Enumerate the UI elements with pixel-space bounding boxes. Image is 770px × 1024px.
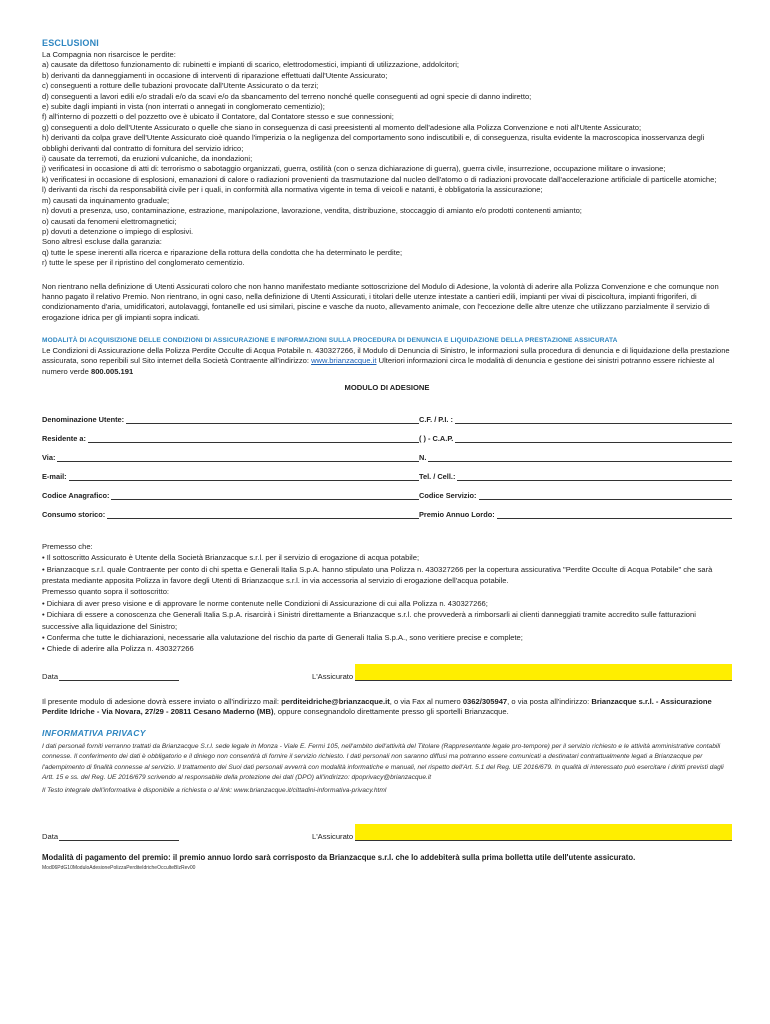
premesso-line: • Brianzacque s.r.l. quale Contraente per conto di chi spetta e Generali Italia S.p.A. hanno stipulato una Polizza n. 430327266 per la copertura assicurativa "Perdite Occulte di Acqua Potabile" che sarà prestata mediante apposita Polizza in favore degli Utenti di Brianzacque s.r.l. in via accessoria al servizio di erogazione dell'acqua potabile.	[42, 564, 713, 585]
send-fax: 0362/305947	[462, 696, 508, 706]
premesso-line: • Chiede di aderire alla Polizza n. 430327266	[42, 644, 194, 654]
privacy-section	[42, 728, 732, 797]
esclusioni-item: o) causati da fenomeni elettromagnetici;	[42, 216, 177, 226]
payment-terms: Modalità di pagamento del premio: il premio annuo lordo sarà corrisposto da Brianzacque s.r.l. che lo addebiterà sulla prima bolletta utile dell'utente assicurato.	[42, 852, 636, 862]
document-code: Mod06PdG10ModuloAdesionePolizzaPerditeIdricheOcculteBlzRev00	[42, 864, 196, 871]
assicurato-signature-field[interactable]	[355, 664, 732, 681]
brianzacque-website-link[interactable]: www.brianzacque.it	[311, 356, 377, 366]
esclusioni-item: g) conseguenti a dolo dell'Utente Assicurato o quelle che siano in conseguenza di casi preesistenti al momento dell'adesione alla Polizza Convenzione e noti all'Utente Assicurato;	[42, 122, 642, 132]
field-label: Consumo storico:	[42, 509, 106, 519]
premesso-line: • Conferma che tutte le dichiarazioni, necessarie alla valutazione del rischio da parte di Generali Italia S.p.A., sono veritiere precise e complete;	[42, 633, 523, 643]
premesso-line: • Dichiara di essere a conoscenza che Generali Italia S.p.A. risarcirà i Sinistri direttamente a Brianzacque s.r.l. che provvederà a rimborsarli ai clienti danneggiati tramite accredito sulle fatturazioni successive alla liquidazione del Sinistro;	[42, 610, 696, 631]
form-row	[42, 443, 732, 462]
assicurato-label: L'Assicurato	[312, 671, 354, 681]
esclusioni-item: m) causati da inquinamento graduale;	[42, 195, 170, 205]
esclusioni-item: i) causate da terremoti, da eruzioni vulcaniche, da inondazioni;	[42, 154, 253, 164]
data-label: Data	[42, 671, 59, 681]
via-field[interactable]	[57, 452, 419, 462]
toll-free-number: 800.005.191	[90, 366, 134, 376]
form-row	[42, 481, 732, 500]
send-text: , oppure consegnandolo direttamente presso gli sportelli Brianzacque.	[273, 707, 509, 717]
form-row	[42, 424, 732, 443]
denominazione-utente-field[interactable]	[126, 414, 419, 424]
document-page	[42, 38, 732, 871]
esclusioni-item: j) verificatesi in occasione di atti di: terrorismo o sabotaggio organizzati, guerra, ostilità (con o senza dichiarazione di guerra), guerra civile, insurrezione, occupazione militare o invasione;	[42, 164, 666, 174]
field-label: Denominazione Utente:	[42, 414, 125, 424]
privacy-note: Il Testo integrale dell'informativa è disponibile a richiesta o al link: www.brianzacque.it/cittadini-informativa-privacy.html	[42, 787, 387, 795]
esclusioni-section	[42, 38, 732, 323]
esclusioni-item: q) tutte le spese inerenti alla ricerca e riparazione della rottura della condotta che ha determinato le perdite;	[42, 247, 403, 257]
consumo-storico-field[interactable]	[107, 509, 419, 519]
premesso-line: • Dichiara di aver preso visione e di approvare le norme contenute nelle Condizioni di Assicurazione di cui alla Polizza n. 430327266;	[42, 598, 488, 608]
esclusioni-item: c) conseguenti a rotture delle tubazioni provocate dall'Utente Assicurato o da terzi;	[42, 81, 319, 91]
codice-anagrafico-field[interactable]	[111, 490, 419, 500]
esclusioni-item: a) causate da difettoso funzionamento di: rubinetti e impianti di scarico, elettrodomestici, impianti di utilizzazione, addolcitori;	[42, 60, 460, 70]
form-row	[42, 462, 732, 481]
esclusioni-item: p) dovuti a detenzione o impiego di esplosivi.	[42, 226, 194, 236]
field-label: Codice Servizio:	[419, 490, 477, 500]
non-rientrano-paragraph: Non rientrano nella definizione di Utenti Assicurati coloro che non hanno manifestato mediante sottoscrizione del Modulo di Adesione, la volontà di aderire alla Polizza Convenzione e che comunque non hanno pagato il relativo Premio. Non rientrano, in ogni caso, nella definizione di Utenti Assicurati, i titolari delle utenze intestate a cantieri edili, impianti per vivai di piscicoltura, impianti frigoriferi, di condizionamento d'aria, umidificatori, autolavaggi, fontanelle ed usi similari, piscine e vasche da nuoto, allevamento animale, con l'eccezione delle altre utenze che utilizzano parzialmente il servizio di erogazione idrica per gli impianti sopra indicati.	[42, 281, 719, 322]
field-label: Residente a:	[42, 433, 86, 443]
esclusioni-item: k) verificatesi in occasione di esplosioni, emanazioni di calore o radiazioni provenienti da trasmutazione dal nucleo dell'atomo o di radiazioni provocate dall'accelerazione artificiale di particelle atomiche;	[42, 174, 717, 184]
date-field[interactable]	[59, 671, 179, 681]
cap-field[interactable]	[455, 433, 732, 443]
field-label: N.	[419, 452, 427, 462]
send-address: Brianzacque s.r.l. - Assicurazione Perdite Idriche - Via Novara, 27/29 - 20811 Cesano Maderno (MB)	[42, 696, 712, 717]
form-title: MODULO DI ADESIONE	[344, 382, 430, 392]
premesso-section	[42, 541, 732, 655]
modalita-text-end: Ulteriori informazioni circa le modalità di denuncia e gestione dei sinistri potranno essere richieste al numero verde	[42, 356, 715, 376]
field-label: Codice Anagrafico:	[42, 490, 110, 500]
esclusioni-item: d) conseguenti a lavori edili e/o stradali e/o da scavi e/o da sbancamento del terreno nonché quelle conseguenti ad ogni specie di danno indiretto;	[42, 91, 532, 101]
esclusioni-item: l) derivanti da rischi da responsabilità civile per i quali, in conformità alla normativa vigente in tema di veicoli e natanti, è obbligatoria la assicurazione;	[42, 185, 543, 195]
date-field[interactable]	[59, 831, 179, 841]
field-label: Premio Annuo Lordo:	[419, 509, 495, 519]
privacy-title: INFORMATIVA PRIVACY	[42, 727, 146, 738]
field-label: ( ) - C.A.P.	[419, 433, 454, 443]
numero-civico-field[interactable]	[428, 452, 732, 462]
esclusioni-item: Sono altresì escluse dalla garanzia:	[42, 237, 162, 247]
form-row	[42, 500, 732, 519]
modalita-section	[42, 337, 732, 377]
residente-field[interactable]	[88, 433, 419, 443]
send-email: perditeidriche@brianzacque.it	[281, 696, 390, 706]
premesso-line: • Il sottoscritto Assicurato è Utente della Società Brianzacque s.r.l. per il servizio di erogazione di acqua potabile;	[42, 553, 420, 563]
assicurato-label: L'Assicurato	[312, 831, 354, 841]
field-label: Via:	[42, 452, 56, 462]
data-label: Data	[42, 831, 59, 841]
premesso-line: Premesso quanto sopra il sottoscritto:	[42, 587, 170, 597]
telefono-field[interactable]	[457, 471, 732, 481]
email-field[interactable]	[69, 471, 419, 481]
premio-annuo-field[interactable]	[497, 509, 732, 519]
send-text: , o via Fax al numero	[389, 696, 463, 706]
codice-fiscale-field[interactable]	[455, 414, 732, 424]
esclusioni-intro: La Compagnia non risarcisce le perdite:	[42, 50, 176, 59]
esclusioni-list	[42, 60, 732, 268]
send-text: , o via posta all'indirizzo:	[507, 696, 592, 706]
esclusioni-item: h) derivanti da colpa grave dell'Utente Assicurato cioè quando l'imperizia o la negligenza del comportamento sono indiscutibili e, di conseguenza, risulta evidente la macroscopica inosservanza degli obblighi derivanti dal contratto di fornitura del servizio idrico;	[42, 133, 705, 153]
privacy-text: I dati personali forniti verranno trattati da Brianzacque S.r.l. sede legale in Monza - Viale E. Fermi 105, nell'ambito dell'attività del Titolare (Rappresentante legale pro-tempore) per il servizio richiesto e le attività amministrative contabili connesse. Il conferimento dei dati è obbligatorio e il diniego non consentirà di fornire il servizio richiesto. I dati personali non saranno diffusi ma potranno essere comunicati a destinatari contrattualmente legati a Brianzacque per l'adempimento di finalità connesse al servizio. Il trattamento dei Suoi dati personali avverrà con modalità informatiche e manuali, nel rispetto dell'Art. 5.1 del Reg. UE 2016/679. In qualità di interessato può esercitare i diritti previsti dagli Artt. 15 e ss. del Reg. UE 2016/679 scrivendo al responsabile della protezione dei dati (DPO) all'indirizzo: dpoprivacy@brianzacque.it	[42, 742, 724, 782]
adhesion-form	[42, 383, 732, 519]
field-label: C.F. / P.I. :	[419, 414, 453, 424]
assicurato-signature-field[interactable]	[355, 824, 732, 841]
field-label: Tel. / Cell.:	[419, 471, 456, 481]
modalita-text-start: Le Condizioni di Assicurazione della Polizza Perdite Occulte di Acqua Potabile n. 430327266, il Modulo di Denuncia di Sinistro, le informazioni sulla procedura di denuncia e di liquidazione della prestazione assicurata, sono reperibili sul Sito internet della Società Contraente all'indirizzo:	[42, 346, 730, 366]
privacy-signature-row	[42, 823, 732, 841]
esclusioni-item: e) subite dagli impianti in vista (non interrati o annegati in conglomerato cementizio);	[42, 102, 325, 112]
send-instructions	[42, 697, 732, 718]
esclusioni-title: ESCLUSIONI	[42, 38, 100, 48]
signature-row	[42, 663, 732, 681]
field-label: E-mail:	[42, 471, 67, 481]
esclusioni-item: b) derivanti da danneggiamenti in occasione di interventi di riparazione effettuati dall'Utente Assicurato;	[42, 70, 388, 80]
esclusioni-item: n) dovuti a presenza, uso, contaminazione, estrazione, manipolazione, lavorazione, vendita, distribuzione, stoccaggio di amianto e/o prodotti contenenti amianto;	[42, 206, 582, 216]
form-row	[42, 405, 732, 424]
send-text: Il presente modulo di adesione dovrà essere inviato o all'indirizzo mail:	[42, 696, 282, 706]
esclusioni-item: f) all'interno di pozzetti o del pozzetto ove è ubicato il Contatore, dal Contatore stesso e sue connessioni;	[42, 112, 394, 122]
premesso-line: Premesso che:	[42, 541, 93, 551]
modalita-title: MODALITÀ DI ACQUISIZIONE DELLE CONDIZIONI DI ASSICURAZIONE E INFORMAZIONI SULLA PROCEDURA DI DENUNCIA E LIQUIDAZIONE DELLA PRESTAZIONE ASSICURATA	[42, 337, 618, 345]
esclusioni-item: r) tutte le spese per il ripristino del conglomerato cementizio.	[42, 258, 245, 268]
codice-servizio-field[interactable]	[479, 490, 733, 500]
modalita-text	[42, 346, 732, 377]
